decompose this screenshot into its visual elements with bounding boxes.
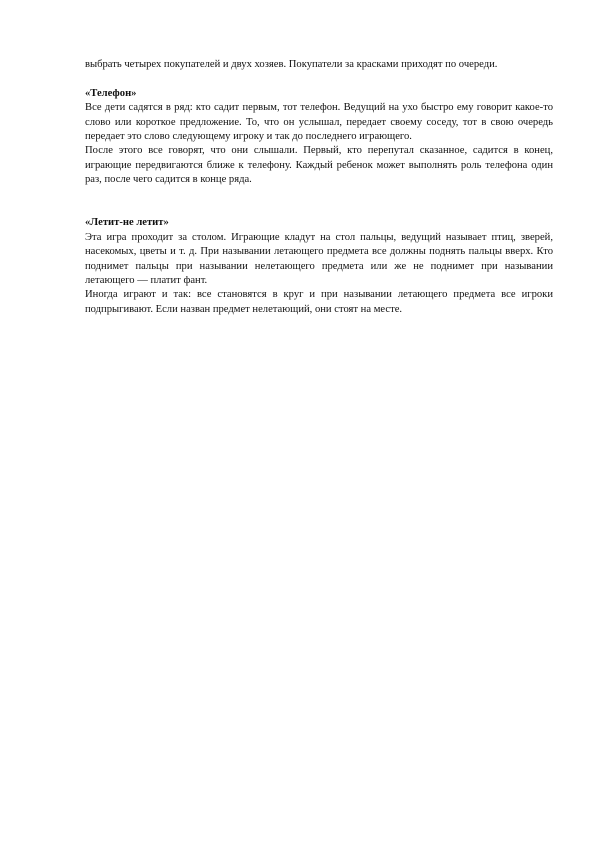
document-body [85,58,553,317]
telephone-paragraph-2: После этого все говорят, что они слышали. Первый, кто перепутал сказанное, садится в конец, играющие передвигаются ближе к телефону. Каждый ребенок может выполнять роль телефона один раз, после чего садится в конце ряда. [85,145,553,186]
telephone-paragraph-1: Все дети садятся в ряд: кто садит первым, тот телефон. Ведущий на ухо быстро ему говорит какое-то слово или короткое предложение. То, что он услышал, передает своему соседу, тот в свою очередь передает это слово следующему игроку и так до последнего играющего. [85,102,553,143]
spacer [85,188,553,202]
flies-paragraph-2: Иногда играют и так: все становятся в круг и при назывании летающего предмета все игроки подпрыгивают. Если назван предмет нелетающий, они стоят на месте. [85,289,553,315]
section-title-telephone: «Телефон» [85,87,137,99]
flies-paragraph-1: Эта игра проходит за столом. Играющие кладут на стол пальцы, ведущий называет птиц, зверей, насекомых, цветы и т. д. При назывании летающего предмета все должны поднять пальцы вверх. Кто поднимет пальцы при назывании нелетающего предмета или же не поднимет при назывании летающего — платит фант. [85,231,553,287]
spacer [85,72,553,86]
section-title-flies-not-flies: «Летит-не летит» [85,217,169,229]
spacer [85,202,553,216]
intro-paragraph: выбрать четырех покупателей и двух хозяев. Покупатели за красками приходят по очереди. [85,59,498,70]
